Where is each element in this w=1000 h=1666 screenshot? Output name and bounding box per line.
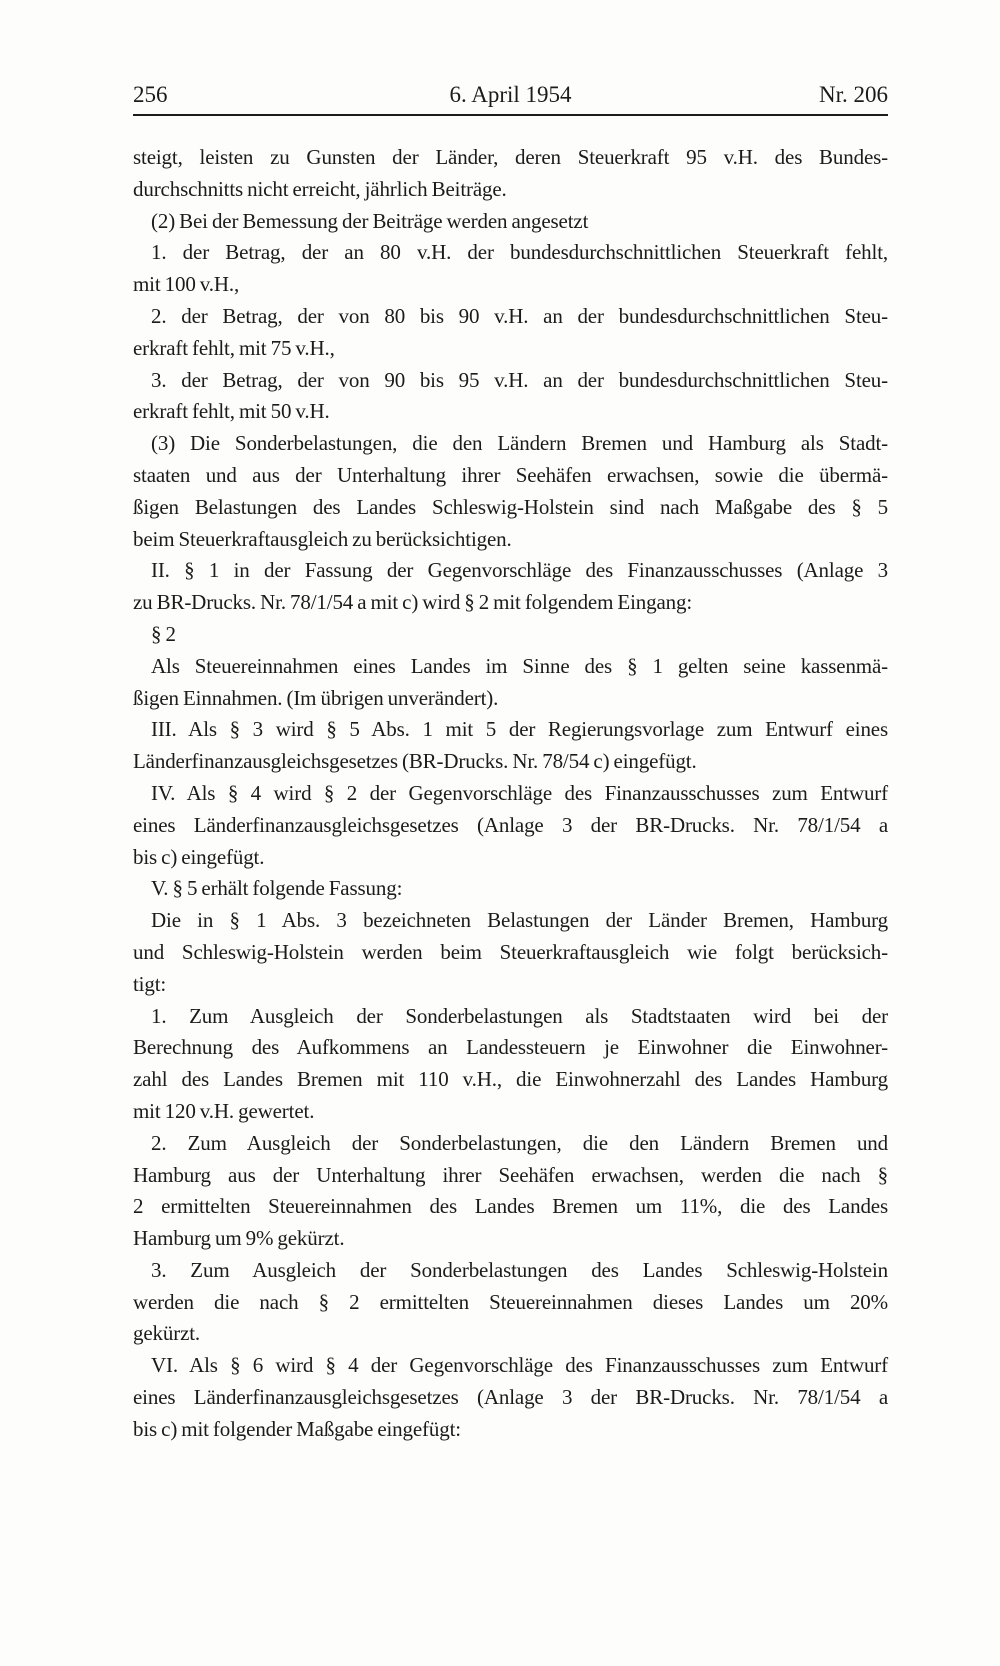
text-line: Die in § 1 Abs. 3 bezeichneten Belastungen der Länder Bremen, Hamburg bbox=[151, 908, 888, 933]
paragraph bbox=[133, 428, 888, 555]
text-line: Hamburg aus der Unterhaltung ihrer Seehäfen erwachsen, werden die nach § bbox=[133, 1162, 888, 1187]
text-line: eines Länderfinanzausgleichsgesetzes (Anlage 3 der BR-Drucks. Nr. 78/1/54 a bbox=[133, 812, 888, 837]
text-line: gekürzt. bbox=[133, 1321, 201, 1346]
text-line: eines Länderfinanzausgleichsgesetzes (Anlage 3 der BR-Drucks. Nr. 78/1/54 a bbox=[133, 1385, 888, 1410]
paragraph bbox=[133, 555, 888, 619]
text-line: Hamburg um 9% gekürzt. bbox=[133, 1226, 345, 1251]
text-line: mit 100 v.H., bbox=[133, 272, 240, 297]
text-line: zu BR-Drucks. Nr. 78/1/54 a mit c) wird § 2 mit folgendem Eingang: bbox=[133, 590, 693, 615]
text-line: 3. der Betrag, der von 90 bis 95 v.H. an der bundesdurchschnittlichen Steu- bbox=[151, 367, 888, 392]
text-line: durchschnitts nicht erreicht, jährlich Beiträge. bbox=[133, 176, 507, 201]
text-line: staaten und aus der Unterhaltung ihrer Seehäfen erwachsen, sowie die übermä- bbox=[133, 462, 888, 487]
text-line: beim Steuerkraftausgleich zu berücksichtigen. bbox=[133, 526, 512, 551]
paragraph bbox=[133, 206, 888, 238]
text-line: steigt, leisten zu Gunsten der Länder, deren Steuerkraft 95 v.H. des Bundes- bbox=[133, 145, 888, 169]
text-line: ßigen Belastungen des Landes Schleswig-Holstein sind nach Maßgabe des § 5 bbox=[133, 494, 888, 519]
text-line: 3. Zum Ausgleich der Sonderbelastungen des Landes Schleswig-Holstein bbox=[151, 1257, 888, 1282]
text-line: mit 120 v.H. gewertet. bbox=[133, 1098, 315, 1123]
issue-number: Nr. 206 bbox=[819, 82, 888, 107]
text-line: 2. der Betrag, der von 80 bis 90 v.H. an der bundesdurchschnittlichen Steu- bbox=[151, 303, 888, 328]
page-number: 256 bbox=[133, 82, 168, 107]
paragraph bbox=[133, 142, 888, 206]
text-line: tigt: bbox=[133, 971, 167, 996]
text-line: erkraft fehlt, mit 50 v.H. bbox=[133, 399, 330, 424]
paragraph bbox=[133, 651, 888, 715]
paragraph bbox=[133, 1255, 888, 1350]
text-line: IV. Als § 4 wird § 2 der Gegenvorschläge des Finanzausschusses zum Entwurf bbox=[151, 780, 888, 805]
text-line: 2 ermittelten Steuereinnahmen des Landes Bremen um 11%, die des Landes bbox=[133, 1194, 888, 1219]
text-line: 1. der Betrag, der an 80 v.H. der bundesdurchschnittlichen Steuerkraft fehlt, bbox=[151, 240, 888, 265]
text-line: und Schleswig-Holstein werden beim Steuerkraftausgleich wie folgt berücksich- bbox=[133, 939, 888, 964]
paragraph bbox=[133, 1001, 888, 1128]
text-line: III. Als § 3 wird § 5 Abs. 1 mit 5 der Regierungsvorlage zum Entwurf eines bbox=[151, 717, 888, 742]
text-line: Länderfinanzausgleichsgesetzes (BR-Drucks. Nr. 78/54 c) eingefügt. bbox=[133, 749, 697, 774]
text-line: 1. Zum Ausgleich der Sonderbelastungen als Stadtstaaten wird bei der bbox=[151, 1003, 888, 1028]
text-line: II. § 1 in der Fassung der Gegenvorschläge des Finanzausschusses (Anlage 3 bbox=[151, 558, 888, 583]
text-line: VI. Als § 6 wird § 4 der Gegenvorschläge des Finanzausschusses zum Entwurf bbox=[151, 1353, 888, 1378]
text-line: erkraft fehlt, mit 75 v.H., bbox=[133, 335, 335, 360]
header-date: 6. April 1954 bbox=[449, 82, 572, 107]
paragraph bbox=[133, 1128, 888, 1255]
paragraph bbox=[133, 1350, 888, 1445]
paragraph bbox=[133, 237, 888, 301]
paragraph bbox=[133, 778, 888, 873]
paragraph bbox=[133, 905, 888, 1000]
text-line: Berechnung des Aufkommens an Landessteuern je Einwohner die Einwohner- bbox=[133, 1035, 888, 1060]
text-line: § 2 bbox=[151, 621, 176, 646]
page-header bbox=[133, 80, 888, 110]
text-line: ßigen Einnahmen. (Im übrigen unverändert). bbox=[133, 685, 499, 710]
paragraph bbox=[133, 301, 888, 365]
paragraph bbox=[133, 619, 888, 651]
paragraph bbox=[133, 714, 888, 778]
text-line: bis c) eingefügt. bbox=[133, 844, 265, 869]
page-body bbox=[133, 142, 888, 1446]
text-line: werden die nach § 2 ermittelten Steuereinnahmen dieses Landes um 20% bbox=[133, 1289, 888, 1314]
text-line: (2) Bei der Bemessung der Beiträge werden angesetzt bbox=[151, 208, 589, 233]
paragraph bbox=[133, 873, 888, 905]
text-line: (3) Die Sonderbelastungen, die den Ländern Bremen und Hamburg als Stadt- bbox=[151, 431, 888, 456]
text-line: zahl des Landes Bremen mit 110 v.H., die Einwohnerzahl des Landes Hamburg bbox=[133, 1067, 888, 1092]
text-line: V. § 5 erhält folgende Fassung: bbox=[151, 876, 403, 901]
header-rule bbox=[133, 114, 888, 116]
text-line: bis c) mit folgender Maßgabe eingefügt: bbox=[133, 1416, 461, 1441]
paragraph bbox=[133, 365, 888, 429]
text-line: Als Steuereinnahmen eines Landes im Sinne des § 1 gelten seine kassenmä- bbox=[151, 653, 888, 678]
text-line: 2. Zum Ausgleich der Sonderbelastungen, die den Ländern Bremen und bbox=[151, 1130, 888, 1155]
